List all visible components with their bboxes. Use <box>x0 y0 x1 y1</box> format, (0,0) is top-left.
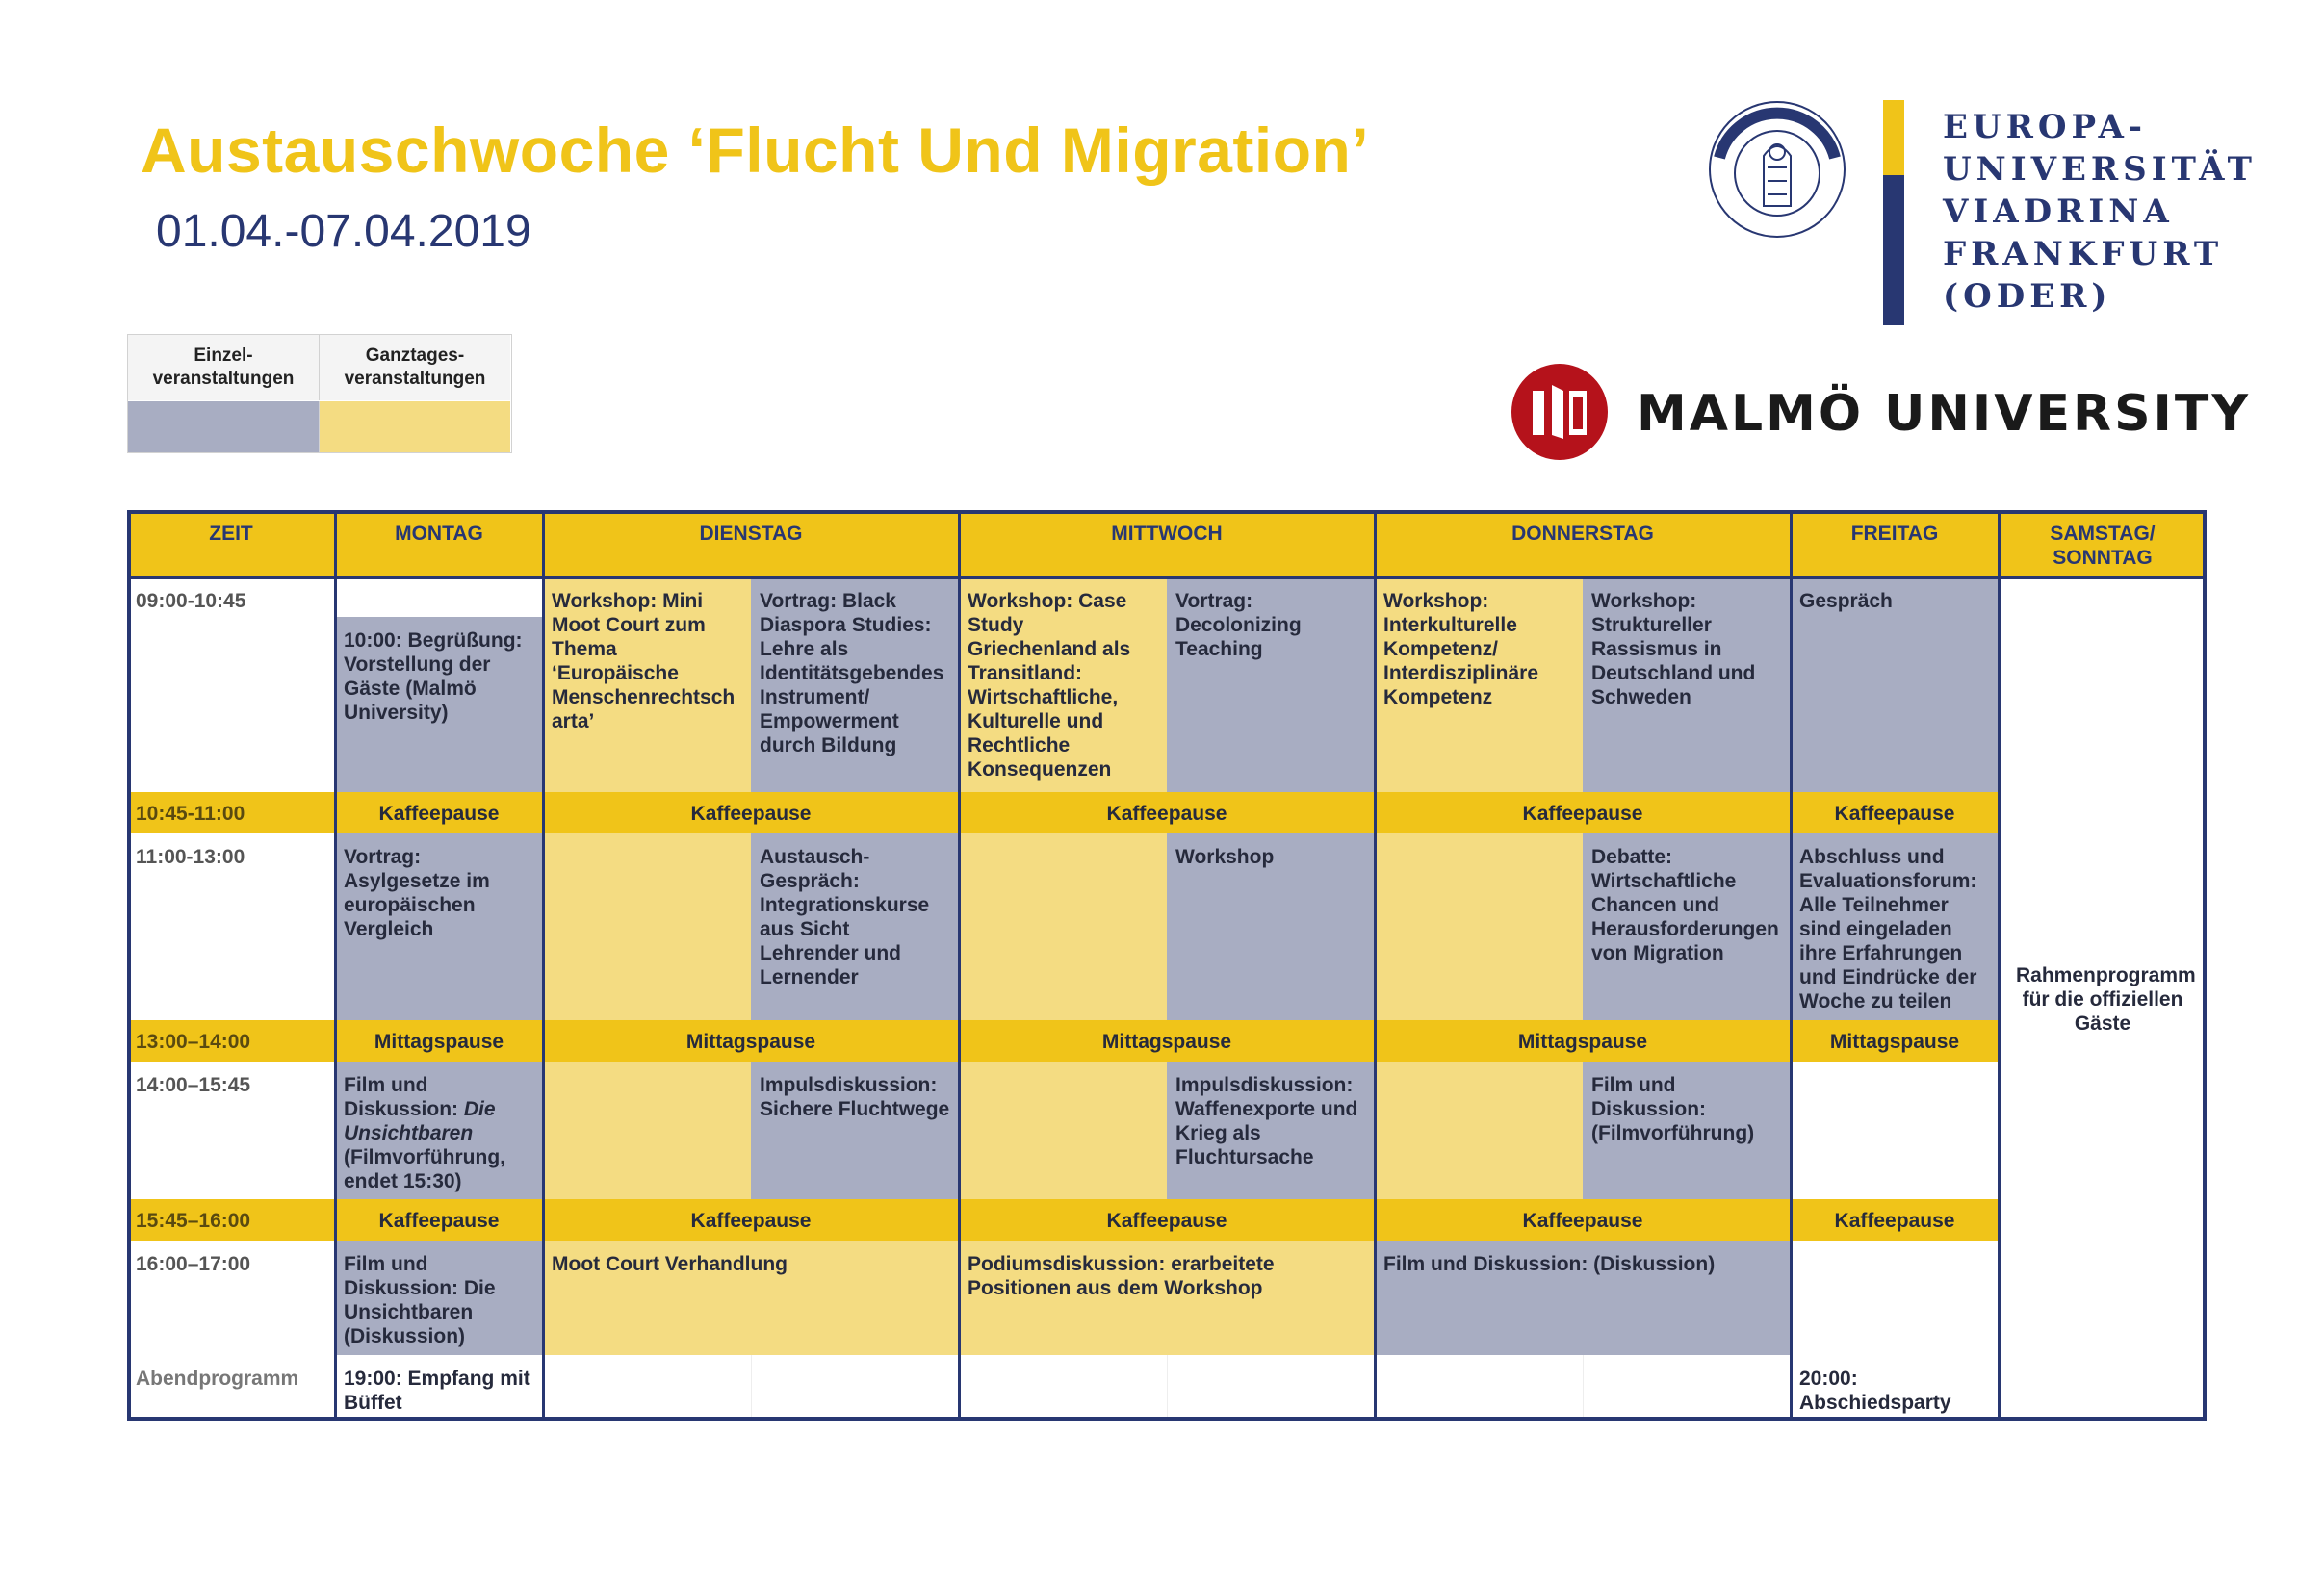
page-title: Austauschwoche ‘Flucht Und Migration’ <box>141 115 1370 186</box>
legend-fullday-label: Ganztages- veranstaltungen <box>320 335 510 400</box>
euv-bar-yellow <box>1883 100 1904 175</box>
mo-mittagspause: Mittagspause <box>335 1020 543 1062</box>
di-austausch-gespraech: Austausch-Gespräch: Integrationskurse aus Sicht Lehrender und Lernender <box>751 833 959 1020</box>
do-kaffeepause-1: Kaffeepause <box>1375 792 1791 833</box>
grid-line-mittwoch <box>1374 510 1377 1421</box>
euv-bar-blue <box>1883 175 1904 325</box>
di-workshop-moot: Workshop: Mini Moot Court zum Thema ‘Europäische Menschenrechtsch arta’ <box>543 577 751 792</box>
mo-film-1600: Film und Diskussion: Die Unsichtbaren (Diskussion) <box>335 1241 543 1355</box>
mi-workshop-1100: Workshop <box>1167 833 1375 1020</box>
mo-film-1400: Film und Diskussion: Die Unsichtbaren (Filmvorführung, endet 15:30) <box>335 1062 543 1199</box>
do-workshop-rassismus: Workshop: Struktureller Rassismus in Deutschland und Schweden <box>1583 577 1791 792</box>
malmo-wordmark: MALMÖ UNIVERSITY <box>1637 385 2252 443</box>
euv-wordmark: EUROPA- UNIVERSITÄT VIADRINA FRANKFURT (ODER) <box>1943 108 2257 316</box>
header-donnerstag: DONNERSTAG <box>1375 510 1791 577</box>
time-1600: 16:00–17:00 <box>127 1241 335 1355</box>
mi-impulsdiskussion: Impulsdiskussion: Waffenexporte und Krieg als Fluchtursache <box>1167 1062 1375 1199</box>
grid-line-donnerstag <box>1790 510 1793 1421</box>
di-fullday-1100 <box>543 833 751 1020</box>
mi-workshop-griechenland: Workshop: Case Study Griechenland als Transitland: Wirtschaftliche, Kulturelle und Rechtliche Konsequenzen <box>959 577 1167 792</box>
malmo-logo-mark <box>1510 362 1610 462</box>
mo-empfang: 19:00: Empfang mit Büffet <box>335 1355 543 1421</box>
grid-line-outer-left <box>127 510 131 1421</box>
grid-line-header-bottom <box>127 576 2207 579</box>
mi-vortrag-decolonizing: Vortrag: Decolonizing Teaching <box>1167 577 1375 792</box>
do-kaffeepause-2: Kaffeepause <box>1375 1199 1791 1241</box>
time-1545: 15:45–16:00 <box>127 1199 335 1241</box>
header-mittwoch: MITTWOCH <box>959 510 1375 577</box>
grid-line-freitag <box>1998 510 2001 1421</box>
fr-empty-1400 <box>1791 1062 1999 1199</box>
fr-kaffeepause-1: Kaffeepause <box>1791 792 1999 833</box>
mo-begruessung: 10:00: Begrüßung: Vorstellung der Gäste (Malmö University) <box>335 617 543 792</box>
mi-mittagspause: Mittagspause <box>959 1020 1375 1062</box>
fr-mittagspause: Mittagspause <box>1791 1020 1999 1062</box>
mo-kaffeepause-2: Kaffeepause <box>335 1199 543 1241</box>
euv-seal-logo <box>1706 98 1848 241</box>
mi-kaffeepause-1: Kaffeepause <box>959 792 1375 833</box>
legend <box>127 334 512 453</box>
do-fullday-1400 <box>1375 1062 1583 1199</box>
grid-line-zeit <box>334 510 337 1421</box>
time-1300: 13:00–14:00 <box>127 1020 335 1062</box>
di-impulsdiskussion: Impulsdiskussion: Sichere Fluchtwege <box>751 1062 959 1199</box>
do-workshop-interkulturell: Workshop: Interkulturelle Kompetenz/ Interdisziplinäre Kompetenz <box>1375 577 1583 792</box>
time-0900: 09:00-10:45 <box>127 577 335 792</box>
do-film-1600: Film und Diskussion: (Diskussion) <box>1375 1241 1791 1355</box>
grid-line-dienstag <box>958 510 961 1421</box>
time-1400: 14:00–15:45 <box>127 1062 335 1199</box>
header-zeit: ZEIT <box>127 510 335 577</box>
fr-gespraech: Gespräch <box>1791 577 1999 792</box>
do-fullday-1100 <box>1375 833 1583 1020</box>
header-wochenende: SAMSTAG/ SONNTAG <box>1999 510 2207 577</box>
do-film-1400: Film und Diskussion: (Filmvorführung) <box>1583 1062 1791 1199</box>
fr-abschiedsparty: 20:00: Abschiedsparty <box>1791 1355 1999 1421</box>
mi-fullday-1100 <box>959 833 1167 1020</box>
di-vortrag-diaspora: Vortrag: Black Diaspora Studies: Lehre als Identitätsgebendes Instrument/ Empowerment durch Bildung <box>751 577 959 792</box>
mo-kaffeepause-1: Kaffeepause <box>335 792 543 833</box>
fr-kaffeepause-2: Kaffeepause <box>1791 1199 1999 1241</box>
weekend-rahmenprogramm: Rahmenprogramm für die offiziellen Gäste <box>1999 577 2207 1421</box>
schedule-table <box>127 510 2207 1421</box>
di-kaffeepause-1: Kaffeepause <box>543 792 959 833</box>
mi-podiumsdiskussion: Podiumsdiskussion: erarbeitete Positionen aus dem Workshop <box>959 1241 1375 1355</box>
time-1100: 11:00-13:00 <box>127 833 335 1020</box>
di-mittagspause: Mittagspause <box>543 1020 959 1062</box>
fr-abschluss: Abschluss und Evaluationsforum: Alle Teilnehmer sind eingeladen ihre Erfahrungen und Eindrücke der Woche zu teilen <box>1791 833 1999 1020</box>
date-range: 01.04.-07.04.2019 <box>156 206 531 257</box>
di-kaffeepause-2: Kaffeepause <box>543 1199 959 1241</box>
do-debatte: Debatte: Wirtschaftliche Chancen und Herausforderungen von Migration <box>1583 833 1791 1020</box>
legend-single-label: Einzel- veranstaltungen <box>128 335 320 400</box>
di-fullday-1400 <box>543 1062 751 1199</box>
grid-line-montag <box>542 510 545 1421</box>
time-1045: 10:45-11:00 <box>127 792 335 833</box>
legend-fullday-swatch <box>320 401 510 452</box>
header-montag: MONTAG <box>335 510 543 577</box>
mo-empty-0900 <box>335 577 543 617</box>
fr-empty-1600 <box>1791 1241 1999 1355</box>
header-freitag: FREITAG <box>1791 510 1999 577</box>
grid-line-outer-right <box>2203 510 2207 1421</box>
mo-vortrag-asyl: Vortrag: Asylgesetze im europäischen Vergleich <box>335 833 543 1020</box>
legend-single-swatch <box>128 401 320 452</box>
time-abend: Abendprogramm <box>127 1355 335 1421</box>
di-moot-court: Moot Court Verhandlung <box>543 1241 959 1355</box>
mi-kaffeepause-2: Kaffeepause <box>959 1199 1375 1241</box>
grid-line-outer-top <box>127 510 2207 514</box>
grid-line-outer-bottom <box>127 1417 2207 1421</box>
header-dienstag: DIENSTAG <box>543 510 959 577</box>
mi-fullday-1400 <box>959 1062 1167 1199</box>
do-mittagspause: Mittagspause <box>1375 1020 1791 1062</box>
